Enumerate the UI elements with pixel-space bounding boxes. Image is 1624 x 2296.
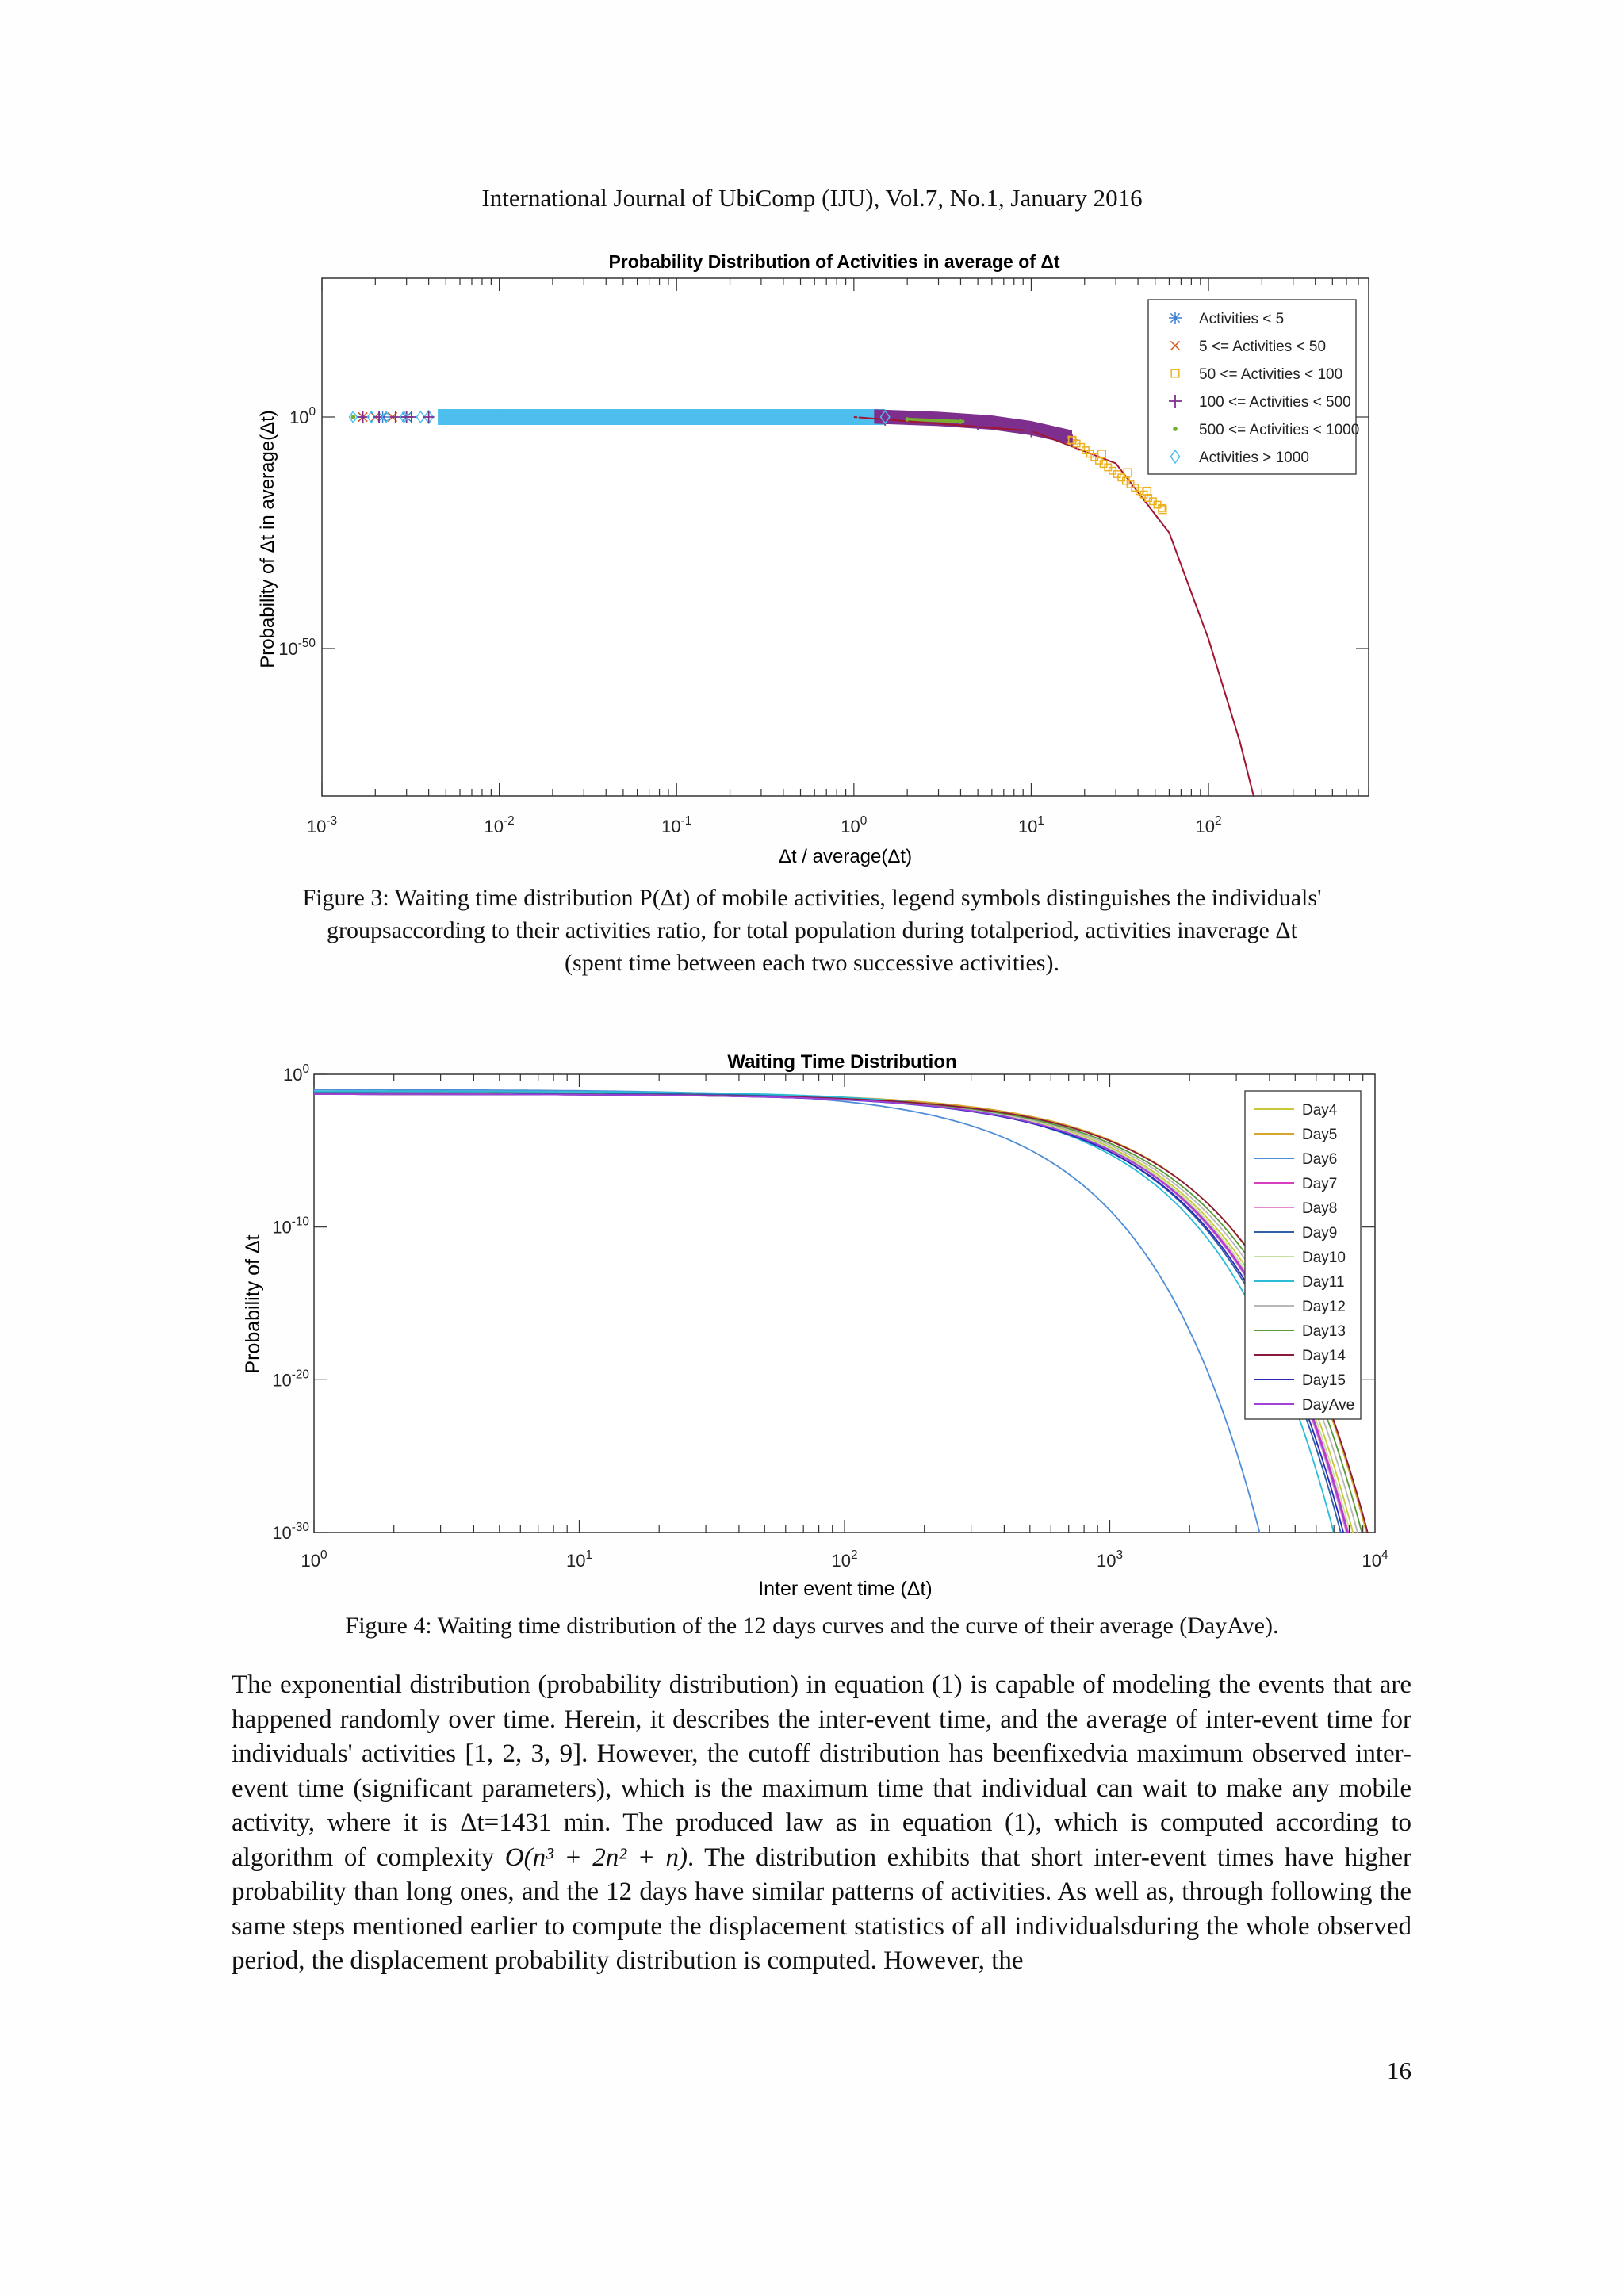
fig4-legend-label: Day4 [1302,1102,1338,1119]
figure-3-caption-line3: (spent time between each two successive activities). [565,950,1059,976]
fig3-legend-label: 50 <= Activities < 100 [1199,366,1343,383]
fig4-ytick-label: $10^{-30}$ [272,1521,309,1543]
body-paragraph [232,1668,1411,1979]
fig4-xtick-label: $10^4$ [1362,1548,1388,1571]
fig4-legend-label: Day7 [1302,1176,1338,1192]
fig4-ytick-label: $10^0$ [282,1062,309,1085]
fig4-xlabel: Inter event time (Δt) [758,1578,933,1600]
journal-header: International Journal of UbiComp (IJU), Vol.7, No.1, January 2016 [481,184,1143,212]
fig4-legend-label: Day6 [1302,1151,1338,1168]
fig4-title: Waiting Time Distribution [727,1051,957,1073]
fig3-xtick-label: $10^1$ [1017,814,1044,836]
fig4-legend [1245,1091,1361,1419]
fig4-xtick-label: $10^1$ [565,1548,593,1571]
fig4-legend-label: Day9 [1302,1225,1338,1242]
fig4-xtick-label: $10^3$ [1096,1548,1124,1571]
fig3-xtick-label: $10^{-2}$ [484,814,515,836]
body-text-part2: . The distribution exhibits that short inter-event times have higher probability than long ones, and the 12 days have similar patterns of activities. As well as, through following the same steps mentioned earlier to compute the displacement statistics of all individualsduring the whole observed period, the displacement probability distribution is computed. However, the [232,1843,1411,1975]
fig4-legend-label: Day13 [1302,1323,1346,1340]
fig3-legend-label: Activities < 5 [1199,311,1285,327]
fig3-xtick-label: $10^{-1}$ [661,814,692,836]
figure-3-caption-line2: groupsaccording to their activities ratio, for total population during totalperiod, activities inaverage Δt [327,917,1297,943]
fig4-legend-label: Day10 [1302,1249,1346,1266]
fig3-xtick-label: $10^2$ [1195,814,1222,836]
fig3-legend-label: 100 <= Activities < 500 [1199,394,1351,411]
fig4-ylabel: Probability of Δt [242,1234,264,1374]
fig4-legend-label: Day12 [1302,1299,1346,1315]
fig3-legend-label: Activities > 1000 [1199,450,1309,466]
fig4-xtick-label: $10^0$ [301,1548,327,1571]
fig3-xtick-label: $10^0$ [841,814,868,836]
fig4-xtick-label: $10^2$ [831,1548,858,1571]
fig4-legend-label: DayAve [1302,1397,1355,1414]
fig4-legend-label: Day8 [1302,1200,1338,1217]
figure-3-caption-line1: Figure 3: Waiting time distribution P(Δt) of mobile activities, legend symbols distinguishes the individuals' [302,885,1322,911]
complexity-formula: O(n³ + 2n² + n) [504,1843,688,1872]
fig3-legend-label: 5 <= Activities < 50 [1199,339,1327,355]
fig3-xlabel: Δt / average(Δt) [778,846,913,867]
fig3-ytick-label: $10^0$ [289,405,316,427]
fig3-ytick-label: $10^{-50}$ [278,637,316,659]
fig3-title: Probability Distribution of Activities in average of Δt [608,251,1060,272]
fig4-legend-label: Day14 [1302,1348,1346,1364]
fig4-plot-area [314,1074,1375,1533]
page-number: 16 [1387,2057,1411,2084]
fig4-ytick-label: $10^{-20}$ [272,1368,309,1391]
fig4-legend-label: Day11 [1302,1274,1345,1291]
figure-4-caption: Figure 4: Waiting time distribution of the 12 days curves and the curve of their average (DayAve). [345,1613,1279,1639]
fig3-legend-label: 500 <= Activities < 1000 [1199,422,1360,438]
fig4-legend-label: Day5 [1302,1127,1338,1143]
fig4-ytick-label: $10^{-10}$ [272,1215,309,1238]
fig4-legend-label: Day15 [1302,1372,1346,1389]
fig3-ylabel: Probability of Δt in average(Δt) [257,410,278,668]
fig3-xtick-label: $10^{-3}$ [306,814,338,836]
body-text-part1: The exponential distribution (probability distribution) in equation (1) is capable of modeling the events that are happened randomly over time. Herein, it describes the inter-event time, and the average of inter-event time for individuals' activities [1, 2, 3, 9]. However, the cutoff distribution has beenfixedvia maximum observed inter-event time (significant parameters), which is the maximum time that individual can wait to make any mobile activity, where it is Δt=1431 min. The produced law as in equation (1), which is computed according to algorithm of complexity [232,1670,1411,1872]
